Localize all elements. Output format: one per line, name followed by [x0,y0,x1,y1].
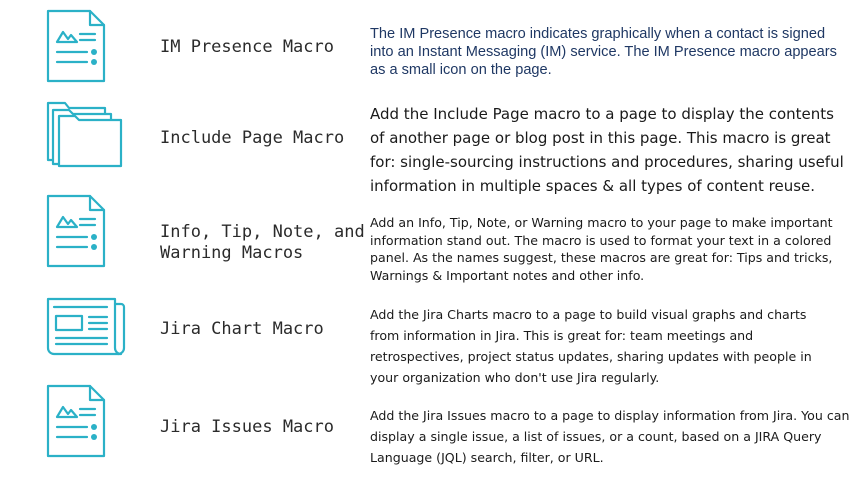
macro-description: Add an Info, Tip, Note, or Warning macro to your page to make important information stand out. The macro is used to format your text in a colored panel. As the names suggest, these macros are great for: Tips and tricks, Warnings & Important notes and other info. [370,215,833,283]
document-icon [45,8,107,84]
macro-description: Add the Jira Charts macro to a page to build visual graphs and charts from information in Jira. This is great for: team meetings and retrospectives, project status updates, sharing updates with people in your organization who don't use Jira regularly. [370,307,812,385]
document-icon [45,193,107,269]
newspaper-icon [45,296,127,358]
document-icon [45,383,107,459]
macro-description: Add the Include Page macro to a page to display the contents of another page or blog post in this page. This macro is great for: single-sourcing instructions and procedures, sharing useful information in multiple spaces & all types of content reuse. [370,105,844,195]
macro-title-line-2: Warning Macros [160,243,304,263]
macro-title-line-1: Info, Tip, Note, and [160,222,365,242]
macro-title: Jira Chart Macro [160,319,324,339]
macro-description: The IM Presence macro indicates graphically when a contact is signed into an Instant Messaging (IM) service. The IM Presence macro appears as a small icon on the page. [370,26,837,78]
macro-title: IM Presence Macro [160,37,334,57]
folder-icon [45,100,127,168]
macro-description: Add the Jira Issues macro to a page to display information from Jira. You can display a single issue, a list of issues, or a count, based on a JIRA Query Language (JQL) search, filter, or URL. [370,408,850,465]
macro-title: Jira Issues Macro [160,417,334,437]
macro-title: Include Page Macro [160,128,345,148]
